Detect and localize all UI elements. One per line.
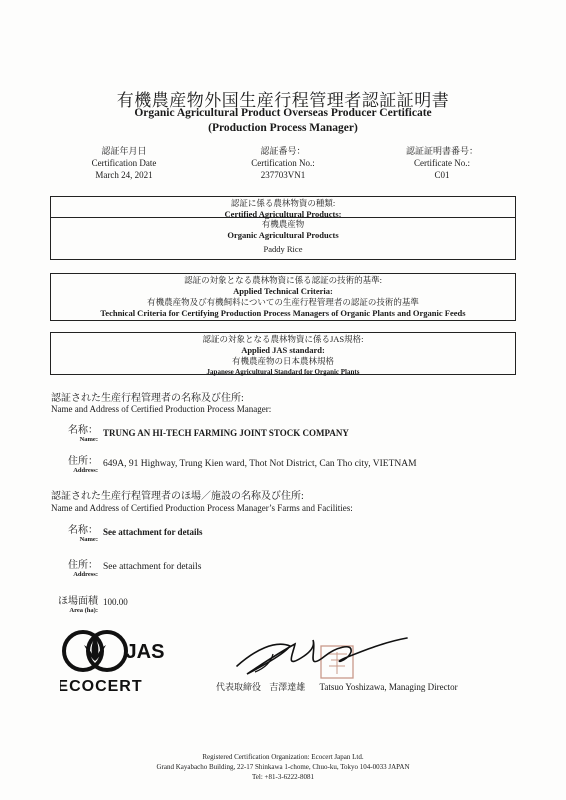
footer xyxy=(0,752,566,782)
farms-address-label-jp: 住所： xyxy=(68,560,98,571)
director-name-jp: 吉澤達雄 xyxy=(269,682,306,692)
jas-line-jp: 有機農産物の日本農林規格 xyxy=(231,356,334,366)
criteria-line-jp: 有機農産物及び有機飼料についての生産行程管理者の認証の技術的基準 xyxy=(147,297,419,307)
title-english: Organic Agricultural Product Overseas Producer Certificate xyxy=(134,107,432,119)
products-header-en: Certified Agricultural Products: xyxy=(224,209,342,219)
farms-section-title-en: Name and Address of Certified Production Process Manager’s Farms and Facilities: xyxy=(51,503,353,513)
farms-area-value: 100.00 xyxy=(103,597,128,607)
director-name-en: Tatsuo Yoshizawa, Managing Director xyxy=(319,682,458,692)
products-category-jp: 有機農産物 xyxy=(261,219,305,229)
director-title-jp: 代表取締役 xyxy=(216,682,262,692)
jas-organic-mark-icon xyxy=(60,628,170,694)
manager-name-label-jp: 名称： xyxy=(68,425,98,436)
farms-address-label xyxy=(50,556,98,578)
farms-address-value: See attachment for details xyxy=(103,562,202,572)
certification-number-block xyxy=(203,145,363,181)
products-category-en: Organic Agricultural Products xyxy=(227,230,339,240)
title-english-subtitle: (Production Process Manager) xyxy=(208,122,358,134)
title-japanese: 有機農産物外国生産行程管理者認証証明書 xyxy=(116,91,450,110)
farms-area-label xyxy=(50,592,98,614)
manager-address-label-jp: 住所： xyxy=(68,456,98,467)
certification-date-label-jp: 認証年月日 xyxy=(101,146,147,156)
criteria-line-en: Technical Criteria for Certifying Production Process Managers of Organic Plants and Organic Feeds xyxy=(100,308,466,318)
products-header-jp: 認証に係る農林物資の種類: xyxy=(230,198,336,208)
certification-date-block xyxy=(44,145,204,181)
manager-address-label-en: Address: xyxy=(73,467,98,474)
farms-name-label xyxy=(50,521,98,543)
jas-line-en: Japanese Agricultural Standard for Organic Plants xyxy=(206,368,360,376)
manager-name-label xyxy=(50,421,98,443)
farms-area-label-en: Area (ha): xyxy=(69,607,98,614)
farms-name-label-en: Name: xyxy=(79,536,98,543)
footer-phone: Tel: +81-3-6222-8081 xyxy=(252,773,314,781)
manager-address-value: 649A, 91 Highway, Trung Kien ward, Thot Not District, Can Tho city, VIETNAM xyxy=(103,459,417,469)
jas-text: JAS xyxy=(125,641,165,663)
ecocert-text: ECOCERT xyxy=(60,678,143,694)
director-line xyxy=(216,680,458,693)
footer-address: Grand Kayabacho Building, 22-17 Shinkawa 1-chome, Chuo-ku, Tokyo 104-0033 JAPAN xyxy=(156,763,410,771)
signature-block xyxy=(235,632,415,680)
certificate-number-block xyxy=(362,145,522,181)
certified-products-box xyxy=(50,196,516,260)
farms-name-value: See attachment for details xyxy=(103,527,203,537)
manager-section-title-en: Name and Address of Certified Production Process Manager: xyxy=(51,404,272,414)
criteria-header-jp: 認証の対象となる農林物資に係る認証の技術的基準: xyxy=(184,275,382,285)
certification-number-label-en: Certification No.: xyxy=(251,158,315,168)
certification-date-value: March 24, 2021 xyxy=(95,170,153,180)
certification-number-label-jp: 認証番号： xyxy=(260,146,306,156)
handwritten-signature xyxy=(235,632,415,680)
certificate-number-label-en: Certificate No.: xyxy=(414,158,470,168)
technical-criteria-box xyxy=(50,273,516,321)
jas-standard-box xyxy=(50,332,516,375)
certification-number-value: 237703VN1 xyxy=(260,170,306,180)
footer-organization: Registered Certification Organization: Ecocert Japan Ltd. xyxy=(202,753,364,761)
certificate-number-label-jp: 認証証明書番号： xyxy=(405,146,478,156)
certificate-number-value: C01 xyxy=(434,170,450,180)
criteria-header-en: Applied Technical Criteria: xyxy=(233,286,333,296)
certification-date-label-en: Certification Date xyxy=(91,158,157,168)
products-item: Paddy Rice xyxy=(263,244,303,254)
manager-name-label-en: Name: xyxy=(79,436,98,443)
jas-header-jp: 認証の対象となる農林物資に係るJAS規格: xyxy=(202,334,364,344)
jas-ecocert-logo xyxy=(60,628,170,694)
farms-address-label-en: Address: xyxy=(73,571,98,578)
manager-section-title-jp: 認証された生産行程管理者の名称及び住所: xyxy=(51,393,244,404)
farms-area-label-jp: ほ場面積 xyxy=(58,596,98,607)
jas-header-en: Applied JAS standard: xyxy=(241,345,325,355)
farms-section-title-jp: 認証された生産行程管理者のほ場／施設の名称及び住所: xyxy=(51,491,304,502)
farms-name-label-jp: 名称： xyxy=(68,525,98,536)
manager-address-label xyxy=(50,452,98,474)
manager-name-value: TRUNG AN HI-TECH FARMING JOINT STOCK COMPANY xyxy=(103,428,349,438)
